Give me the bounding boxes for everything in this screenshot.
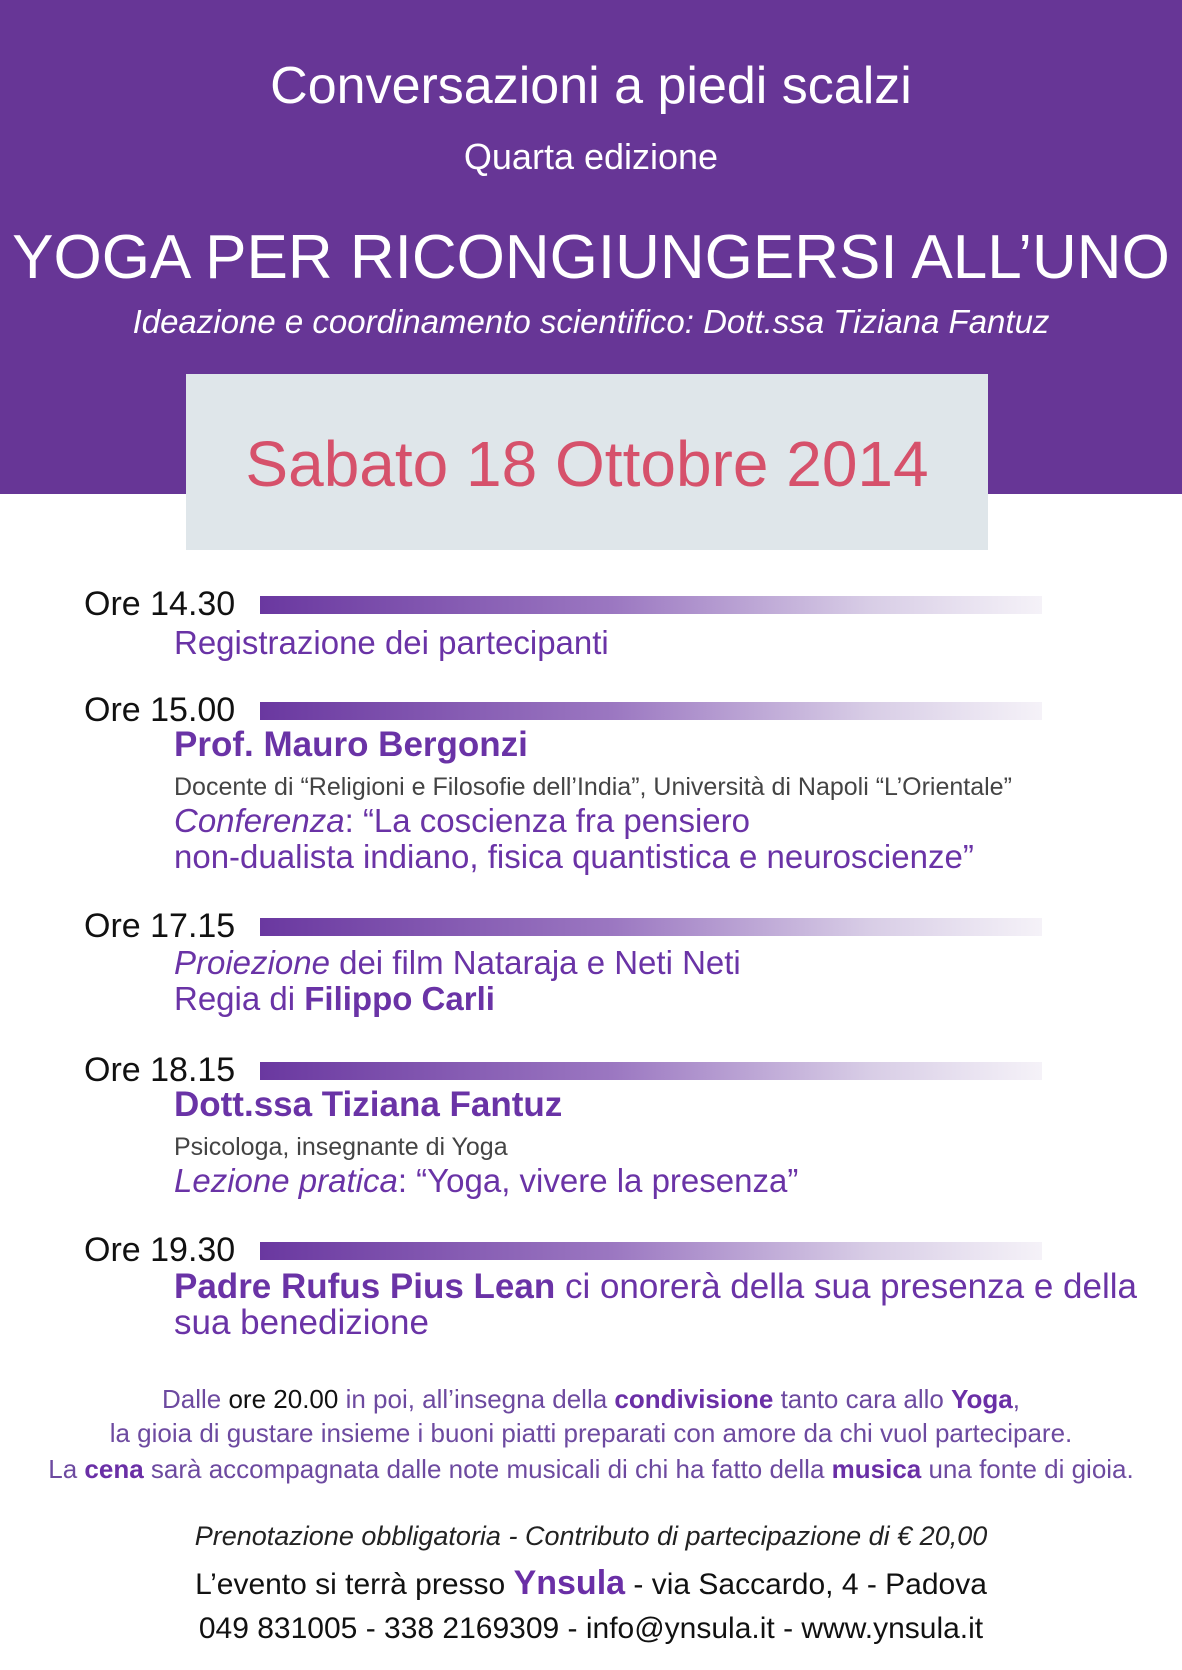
director-name: Filippo Carli <box>304 980 495 1017</box>
highlight-word: Yoga <box>951 1384 1013 1414</box>
film-director <box>174 980 495 1018</box>
event-title: YOGA PER RICONGIUNGERSI ALL’UNO <box>12 223 1170 292</box>
speaker-name: Padre Rufus Pius Lean <box>174 1267 556 1306</box>
venue-name: Ynsula <box>513 1564 626 1602</box>
speaker-name: Dott.ssa Tiziana Fantuz <box>174 1085 563 1124</box>
slot-time: Ore 14.30 <box>84 585 236 623</box>
dinner-text: sarà accompagnata dalle note musicali di chi ha fatto della <box>143 1454 832 1484</box>
venue-line <box>0 1562 1182 1606</box>
booking-notice: Prenotazione obbligatoria - Contributo di partecipazione di € 20,00 <box>194 1521 988 1551</box>
dinner-text: , <box>1012 1384 1020 1414</box>
lesson-label: Lezione pratica <box>174 1162 398 1199</box>
slot-divider-bar <box>260 1242 1042 1260</box>
venue-address: - via Saccardo, 4 - Padova <box>625 1568 987 1601</box>
dinner-text: Dalle <box>161 1384 229 1414</box>
blessing-line-continued: sua benedizione <box>174 1303 429 1342</box>
event-date: Sabato 18 Ottobre 2014 <box>245 428 929 500</box>
slot-time: Ore 18.15 <box>84 1051 236 1089</box>
blessing-line <box>174 1268 1137 1306</box>
slot-time: Ore 17.15 <box>84 907 236 945</box>
screening-text: dei film Nataraja e Neti Neti <box>329 944 741 981</box>
slot-time: Ore 19.30 <box>84 1231 236 1269</box>
talk-title-continued: non-dualista indiano, fisica quantistica e neuroscienze” <box>174 838 974 875</box>
series-title: Conversazioni a piedi scalzi <box>270 57 912 115</box>
slot-description: Registrazione dei partecipanti <box>174 624 609 661</box>
edition-label: Quarta edizione <box>463 136 719 177</box>
slot-divider-bar <box>260 918 1042 936</box>
lesson-title <box>174 1162 798 1200</box>
blessing-text: ci onorerà della sua presenza e della <box>555 1267 1137 1306</box>
slot-divider-bar <box>260 596 1042 614</box>
talk-text: : “La coscienza fra pensiero <box>344 802 750 839</box>
film-screening <box>174 944 741 982</box>
dinner-text: La <box>48 1454 85 1484</box>
highlight-word: cena <box>84 1454 144 1484</box>
dinner-text: tanto cara allo <box>773 1384 952 1414</box>
slot-divider-bar <box>260 702 1042 720</box>
dinner-time: ore 20.00 <box>228 1384 339 1414</box>
venue-prefix: L’evento si terrà presso <box>195 1568 514 1601</box>
talk-title <box>174 802 750 840</box>
contact-line: 049 831005 - 338 2169309 - info@ynsula.it - www.ynsula.it <box>198 1612 984 1645</box>
speaker-role: Psicologa, insegnante di Yoga <box>174 1133 508 1161</box>
director-prefix: Regia di <box>174 980 305 1017</box>
dinner-line-2: la gioia di gustare insieme i buoni piatti preparati con amore da chi vuol partecipare. <box>109 1418 1073 1448</box>
dinner-line-1 <box>0 1382 1182 1416</box>
talk-label: Conferenza <box>174 802 345 839</box>
coordination-credit: Ideazione e coordinamento scientifico: Dott.ssa Tiziana Fantuz <box>132 303 1050 340</box>
slot-time: Ore 15.00 <box>84 691 236 729</box>
speaker-name: Prof. Mauro Bergonzi <box>174 725 528 764</box>
speaker-role: Docente di “Religioni e Filosofie dell’India”, Università di Napoli “L’Orientale” <box>174 773 1012 801</box>
highlight-word: condivisione <box>614 1384 774 1414</box>
dinner-text: in poi, all’insegna della <box>338 1384 615 1414</box>
screening-label: Proiezione <box>174 944 330 981</box>
highlight-word: musica <box>831 1454 922 1484</box>
dinner-line-3 <box>0 1452 1182 1486</box>
lesson-text: : “Yoga, vivere la presenza” <box>397 1162 799 1199</box>
dinner-text: una fonte di gioia. <box>921 1454 1134 1484</box>
slot-divider-bar <box>260 1062 1042 1080</box>
date-box <box>186 374 988 550</box>
